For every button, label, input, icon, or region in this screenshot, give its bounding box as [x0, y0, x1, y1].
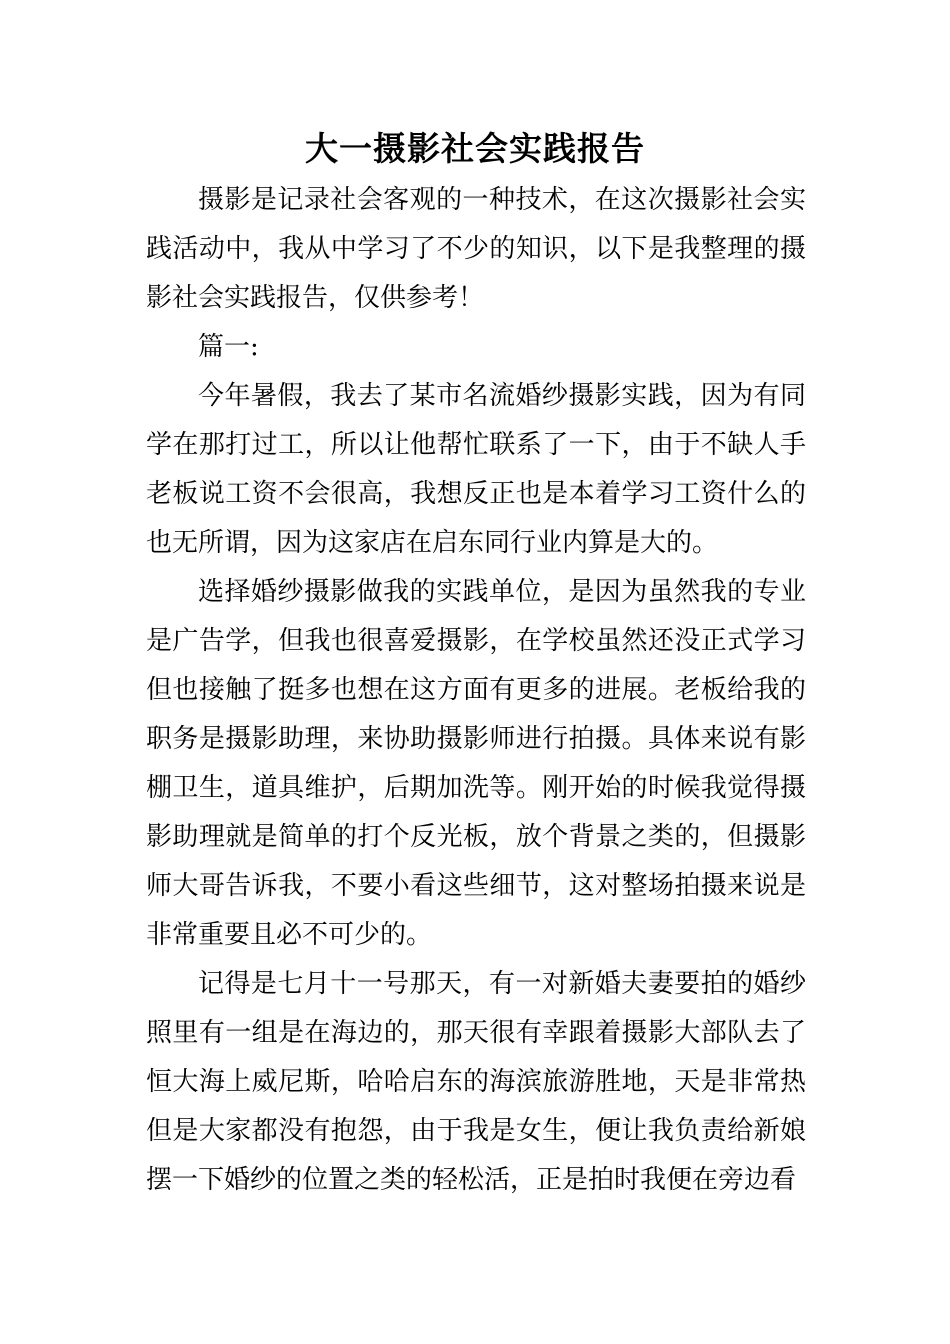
- paragraph-1: 今年暑假，我去了某市名流婚纱摄影实践，因为有同学在那打过工，所以让他帮忙联系了一下，由于不缺人手老板说工资不会很高，我想反正也是本着学习工资什么的也无所谓，因为这家店在启东同行业内算是大的。: [146, 381, 806, 558]
- paragraph-intro: 摄影是记录社会客观的一种技术，在这次摄影社会实践活动中，我从中学习了不少的知识，以下是我整理的摄影社会实践报告，仅供参考！: [146, 185, 806, 313]
- document-title: 大一摄影社会实践报告: [305, 129, 645, 168]
- paragraph-3: 记得是七月十一号那天，有一对新婚夫妻要拍的婚纱照里有一组是在海边的，那天很有幸跟着摄影大部队去了恒大海上威尼斯，哈哈启东的海滨旅游胜地，天是非常热但是大家都没有抱怨，由于我是女生，便让我负责给新娘摆一下婚纱的位置之类的轻松活，正是拍时我便在旁边看: [146, 969, 806, 1195]
- paragraph-section-heading: 篇一:: [198, 332, 259, 362]
- paragraph-2: 选择婚纱摄影做我的实践单位，是因为虽然我的专业是广告学，但我也很喜爱摄影，在学校虽然还没正式学习但也接触了挺多也想在这方面有更多的进展。老板给我的职务是摄影助理，来协助摄影师进行拍摄。具体来说有影棚卫生，道具维护，后期加洗等。刚开始的时候我觉得摄影助理就是简单的打个反光板，放个背景之类的，但摄影师大哥告诉我，不要小看这些细节，这对整场拍摄来说是非常重要且必不可少的。: [146, 577, 806, 950]
- document-body: [146, 176, 806, 1205]
